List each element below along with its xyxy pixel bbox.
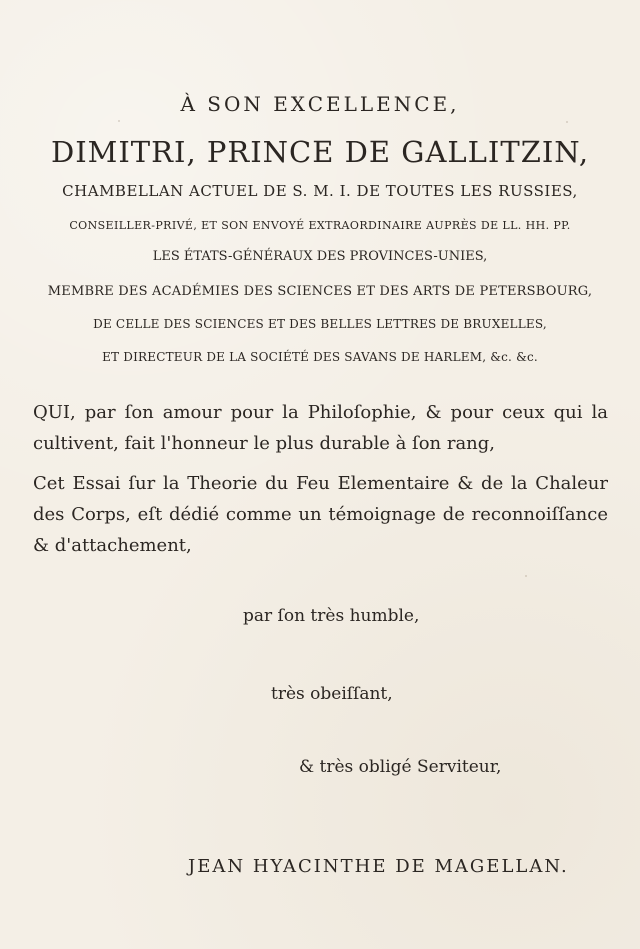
paper-spot: [118, 120, 120, 122]
dedication-paragraph-qui: QUI, par ſon amour pour la Philoſophie, & pour ceux qui la cultivent, fait l'honneur le plus durable à ſon rang,: [33, 402, 608, 454]
dedication-title-5: DE CELLE DES SCIENCES ET DES BELLES LETTRES DE BRUXELLES,: [93, 317, 547, 331]
author-name: JEAN HYACINTHE DE MAGELLAN.: [188, 856, 569, 877]
dedication-title-2: CONSEILLER-PRIVÉ, ET SON ENVOYÉ EXTRAORDINAIRE AUPRÈS DE LL. HH. PP.: [69, 219, 571, 232]
dedication-name: DIMITRI, PRINCE DE GALLITZIN,: [50, 135, 590, 169]
dedication-paragraph-essai: Cet Essai ſur la Theorie du Feu Elementaire & de la Chaleur des Corps, eſt dédié comme un témoignage de reconnoiſſance & d'attachement,: [33, 473, 608, 556]
dedication-title-4: MEMBRE DES ACADÉMIES DES SCIENCES ET DES ARTS DE PETERSBOURG,: [47, 284, 593, 299]
paper-spot: [566, 121, 568, 123]
signature-line-3: & très obligé Serviteur,: [299, 757, 502, 777]
signature-line-2: très obeiſſant,: [271, 684, 393, 704]
paper-spot: [420, 522, 422, 524]
dedication-title-1: CHAMBELLAN ACTUEL DE S. M. I. DE TOUTES LES RUSSIES,: [62, 182, 578, 200]
dedication-title-3: LES ÉTATS-GÉNÉRAUX DES PROVINCES-UNIES,: [152, 249, 488, 264]
dedication-line-1: À SON EXCELLENCE,: [180, 92, 460, 116]
dedication-title-6: ET DIRECTEUR DE LA SOCIÉTÉ DES SAVANS DE HARLEM, &c. &c.: [102, 350, 538, 364]
signature-line-1: par ſon très humble,: [243, 606, 420, 626]
paper-spot: [525, 575, 527, 577]
